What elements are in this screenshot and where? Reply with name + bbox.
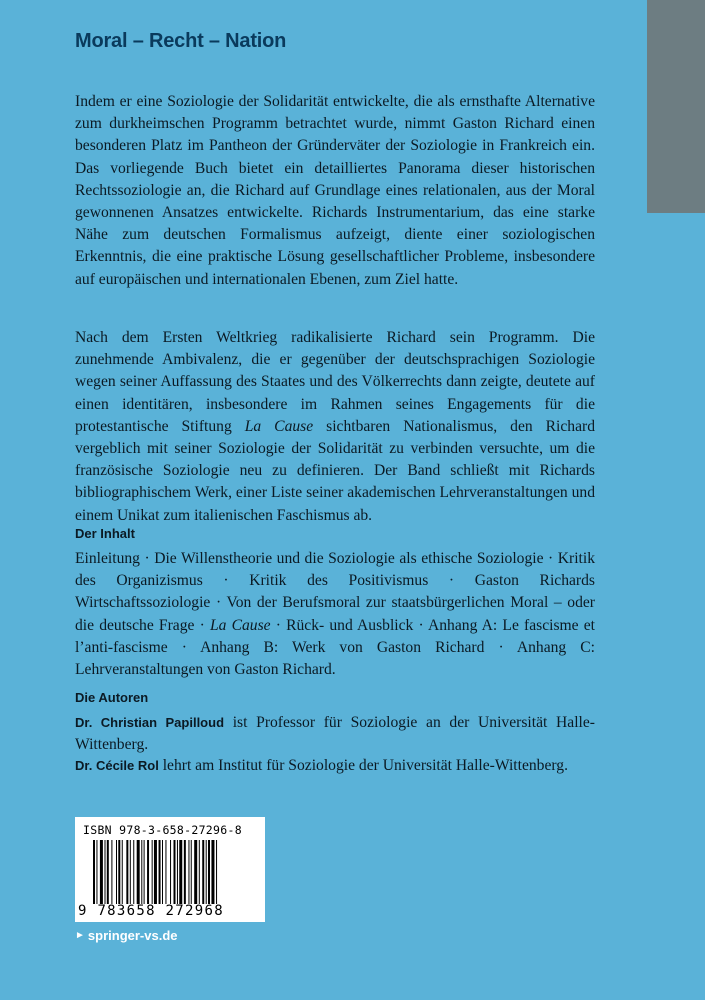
website-label: springer-vs.de <box>87 928 178 943</box>
arrow-right-icon: ► <box>75 930 85 941</box>
description-paragraph-1: Indem er eine Soziologie der Solidarität entwickelte, die als ernsthafte Alternative zum durkheimschen Programm betrachtet wurde, nimmt Gaston Richard einen besonderen Platz im Pantheon der Gründerväter der Soziologie in Frankreich ein. Das vorliegende Buch bietet ein detailliertes Panorama dieser historischen Rechtssoziologie an, die Richard auf Grundlage eines relationalen, aus der Moral gewonnenen Ansatzes entwickelte. Richards Instrumentarium, das eine starke Nähe zum deutschen Formalismus aufzeigt, diente einer soziologischen Erkenntnis, die eine praktische Lösung gesellschaftlicher Probleme, insbesondere auf europäischen und internationalen Ebenen, zum Ziel hatte. <box>75 93 595 288</box>
publisher-website[interactable] <box>75 928 178 943</box>
author-name: Dr. Christian Papilloud <box>75 715 225 730</box>
description-paragraph-2: Nach dem Ersten Weltkrieg radikalisierte Richard sein Programm. Die zunehmende Ambivalenz, die er gegenüber der deutschsprachigen Soziologie wegen seiner Auffassung des Staates und des Völkerrechts dann zeigte, deutete auf einen identitären, insbesondere im Rahmen seines Engagements für die protestantische Stiftung La Cause sichtbaren Nationalismus, den Richard vergeblich mit seiner Soziologie der Solidarität zu verbinden versuchte, um die französische Soziologie neu zu definieren. Der Band schließt mit Richards bibliographischem Werk, einer Liste seiner akademischen Lehrveranstaltungen und einem Unikat zum italienischen Faschismus ab. <box>75 329 595 524</box>
spine-color-tab <box>647 0 705 213</box>
authors-heading: Die Autoren <box>75 690 149 705</box>
contents-heading: Der Inhalt <box>75 526 135 541</box>
book-title: Moral – Recht – Nation <box>75 30 287 52</box>
author-entry: Dr. Cécile Rol lehrt am Institut für Soziologie der Universität Halle-Wittenberg. <box>75 757 568 774</box>
author-name: Dr. Cécile Rol <box>75 758 159 773</box>
barcode-bars <box>93 840 253 904</box>
isbn-label: ISBN 978-3-658-27296-8 <box>83 823 242 837</box>
author-entry: Dr. Christian Papilloud ist Professor für Soziologie an der Universität Halle-Wittenberg. <box>75 714 595 754</box>
barcode-digits: 9 783658 272968 <box>78 903 224 919</box>
contents-list: Einleitung · Die Willenstheorie und die Soziologie als ethische Soziologie · Kritik des Organizismus · Kritik des Positivismus · Gaston Richards Wirtschaftssoziologie · Von der Berufsmoral zur staatsbürgerlichen Moral – oder die deutsche Frage · La Cause · Rück- und Ausblick · Anhang A: Le fascisme et l’anti-fascisme · Anhang B: Werk von Gaston Richard · Anhang C: Lehrveranstaltungen von Gaston Richard. <box>75 550 595 679</box>
isbn-barcode <box>75 817 265 922</box>
